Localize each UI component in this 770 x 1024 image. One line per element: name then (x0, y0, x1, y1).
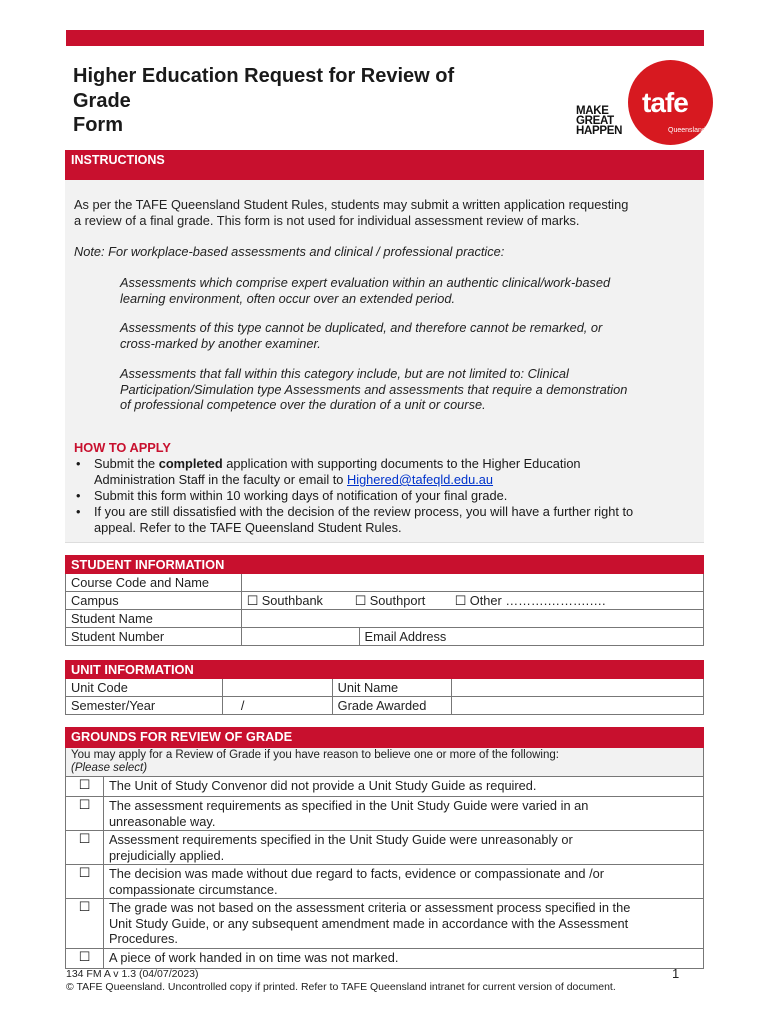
page-title: Higher Education Request for Review of Grade Form (73, 65, 455, 136)
semester-field[interactable]: / (222, 697, 332, 715)
ground-checkbox-1[interactable]: ☐ (66, 777, 104, 797)
ground-text-4: The decision was made without due regard to facts, evidence or compassionate and /or compassionate circumstance. (103, 865, 703, 899)
table-row (66, 865, 704, 899)
course-field[interactable] (241, 574, 703, 592)
page-number: 1 (672, 966, 680, 981)
grounds-intro: You may apply for a Review of Grade if you have reason to believe one or more of the following: (Please select) (66, 748, 704, 777)
instructions-note: Note: For workplace-based assessments and clinical / professional practice: (74, 244, 505, 259)
email-address-field[interactable]: Email Address (359, 628, 703, 646)
ground-text-3: Assessment requirements specified in the Unit Study Guide were unreasonably or prejudicially applied. (103, 831, 703, 865)
grounds-heading: GROUNDS FOR REVIEW OF GRADE (66, 728, 704, 748)
instructions-para: As per the TAFE Queensland Student Rules, students may submit a written application requesting a review of a final grade. This form is not used for individual assessment review of marks. (74, 197, 629, 228)
list-item: • If you are still dissatisfied with the decision of the review process, you will have a further right to appeal. Refer to the TAFE Queensland Student Rules. (74, 504, 699, 536)
tafe-logo (576, 60, 716, 145)
table-row (66, 831, 704, 865)
ground-text-1: The Unit of Study Convenor did not provide a Unit Study Guide as required. (103, 777, 703, 797)
ground-checkbox-6[interactable]: ☐ (66, 948, 104, 968)
email-link[interactable]: Highered@tafeqld.edu.au (346, 472, 494, 487)
footer-version: 134 FM A v 1.3 (04/07/2023) (66, 968, 199, 980)
ground-text-2: The assessment requirements as specified in the Unit Study Guide were varied in an unreasonable way. (103, 797, 703, 831)
list-item: • Submit this form within 10 working days of notification of your final grade. (74, 488, 699, 504)
campus-other-checkbox[interactable]: ☐ Other ……….……….…. (454, 592, 606, 608)
table-row (66, 899, 704, 949)
unit-code-label: Unit Code (66, 679, 223, 697)
grade-field[interactable] (451, 697, 703, 715)
logo-sub: Queensland (668, 127, 706, 134)
table-row (66, 777, 704, 797)
grade-label: Grade Awarded (332, 697, 451, 715)
ground-checkbox-2[interactable]: ☐ (66, 797, 104, 831)
student-name-label: Student Name (66, 610, 242, 628)
table-row (66, 948, 704, 968)
student-name-field[interactable] (241, 610, 703, 628)
ground-text-5: The grade was not based on the assessment criteria or assessment process specified in the Unit Study Guide, or any subsequent amendment made in accordance with the Assessment Procedures. (103, 899, 703, 949)
how-to-apply-list (74, 456, 699, 536)
instructions-indent-2: Assessments of this type cannot be duplicated, and therefore cannot be remarked, or cross-marked by another examiner. (120, 320, 603, 351)
table-row (66, 797, 704, 831)
campus-southbank-checkbox[interactable]: ☐ Southbank (246, 592, 323, 608)
how-to-apply-heading: HOW TO APPLY (74, 440, 171, 455)
student-number-label: Student Number (66, 628, 242, 646)
unit-name-field[interactable] (451, 679, 703, 697)
logo-brand: tafe (642, 87, 688, 118)
ground-text-6: A piece of work handed in on time was not marked. (103, 948, 703, 968)
ground-checkbox-5[interactable]: ☐ (66, 899, 104, 949)
student-info-heading: STUDENT INFORMATION (66, 556, 704, 574)
unit-info-heading: UNIT INFORMATION (66, 661, 704, 679)
footer-copyright: © TAFE Queensland. Uncontrolled copy if printed. Refer to TAFE Queensland intranet for current version of document. (66, 981, 616, 993)
course-label: Course Code and Name (66, 574, 242, 592)
unit-name-label: Unit Name (332, 679, 451, 697)
instructions-heading: INSTRUCTIONS (65, 150, 704, 180)
campus-label: Campus (66, 592, 242, 610)
list-item: • Submit the completed application with supporting documents to the Higher Education Administration Staff in the faculty or email to Highered@tafeqld.edu.au (74, 456, 699, 488)
unit-info-table (65, 660, 704, 715)
grounds-table (65, 727, 704, 969)
student-number-field[interactable] (241, 628, 359, 646)
unit-code-field[interactable] (222, 679, 332, 697)
instructions-indent-1: Assessments which comprise expert evaluation within an authentic clinical/work-based learning environment, often occur over an extended period. (120, 275, 611, 306)
student-info-table (65, 555, 704, 646)
semester-label: Semester/Year (66, 697, 223, 715)
instructions-indent-3: Assessments that fall within this category include, but are not limited to: Clinical Participation/Simulation type Assessments and assessments that require a demonstration of professional competence over the duration of a unit or course. (120, 366, 628, 412)
top-red-bar (66, 30, 704, 46)
campus-southport-checkbox[interactable]: ☐ Southport (354, 592, 426, 608)
campus-options (241, 592, 703, 610)
ground-checkbox-4[interactable]: ☐ (66, 865, 104, 899)
footer (66, 968, 616, 994)
ground-checkbox-3[interactable]: ☐ (66, 831, 104, 865)
logo-tagline: MAKE GREAT HAPPEN (576, 105, 623, 137)
